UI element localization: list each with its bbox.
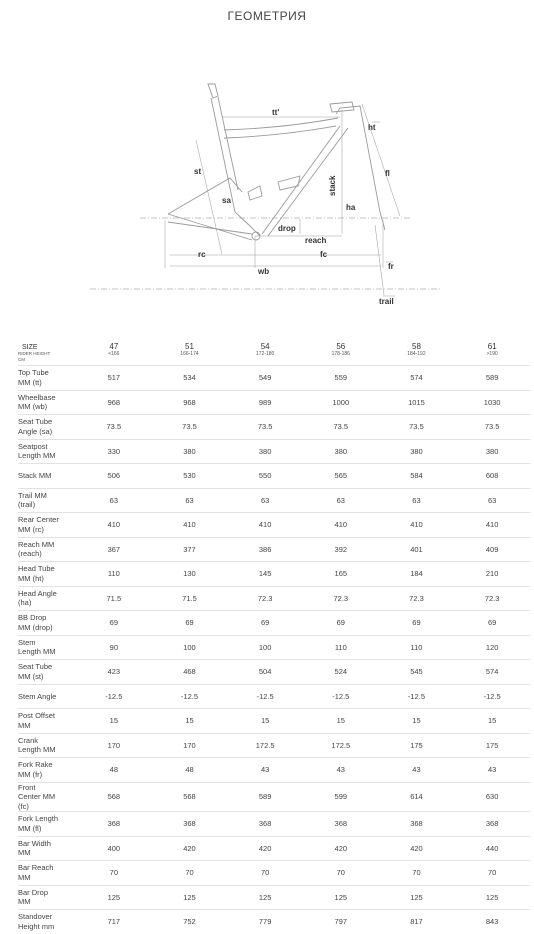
table-cell: 15: [336, 716, 345, 726]
height-cell: 166-174: [180, 351, 199, 357]
table-cell: 70: [185, 868, 194, 878]
table-cell: 172.5: [255, 740, 275, 750]
table-cell: 63: [185, 495, 194, 505]
table-cell: 125: [334, 892, 348, 902]
table-cell: 968: [107, 397, 121, 407]
table-cell: 420: [334, 843, 348, 853]
row-label-line: Seat Tube: [18, 417, 53, 427]
label-tt: tt': [272, 108, 280, 117]
label-stack: stack: [328, 175, 337, 196]
row-label: [18, 709, 76, 734]
row-label-line: Length MM: [18, 451, 56, 461]
table-cell: 69: [487, 618, 497, 628]
table-cell: 401: [410, 544, 423, 554]
table-cell: -12.5: [105, 691, 123, 701]
size-cell: 54: [260, 342, 270, 351]
table-cell: 125: [107, 892, 121, 902]
row-label-line: MM (drop): [18, 622, 53, 632]
row-label-line: MM (fl): [18, 823, 42, 833]
row-label-line: (fc): [18, 801, 29, 811]
table-cell: 70: [412, 868, 421, 878]
table-cell: 63: [336, 495, 345, 505]
table-cell: 409: [485, 544, 499, 554]
height-cell: 172-180: [255, 351, 275, 357]
row-label: [18, 885, 76, 910]
row-label-line: MM (rc): [18, 524, 44, 534]
table-cell: 63: [487, 495, 497, 505]
label-fl: fl: [385, 169, 390, 178]
table-cell: 752: [183, 917, 196, 927]
table-cell: 410: [183, 520, 196, 530]
table-cell: 368: [485, 819, 499, 829]
row-label-line: Height mm: [18, 921, 55, 931]
row-label-line: MM: [18, 848, 31, 858]
table-cell: 380: [485, 446, 499, 456]
row-label-line: Bar Drop: [18, 887, 49, 897]
table-cell: 368: [258, 819, 272, 829]
row-label-line: Top Tube: [18, 368, 49, 378]
row-label-line: MM (st): [18, 671, 44, 681]
table-cell: 368: [410, 819, 423, 829]
table-row: [18, 709, 530, 734]
row-label: [18, 910, 76, 934]
row-label-line: Post Offset: [18, 711, 55, 721]
table-cell: 400: [107, 843, 121, 853]
table-cell: 568: [107, 792, 121, 802]
table-cell: 70: [336, 868, 345, 878]
row-label-line: MM (tt): [18, 377, 42, 387]
row-label-line: Center MM: [18, 792, 56, 801]
table-row: [18, 782, 530, 812]
table-cell: 43: [487, 765, 497, 775]
label-st: st: [194, 167, 202, 176]
row-label-line: Fork Length: [18, 814, 59, 824]
table-cell: 330: [107, 446, 121, 456]
size-cell: 58: [412, 342, 421, 351]
table-row: [18, 733, 530, 758]
rider-height-label-line1: RIDER HEIGHT: [18, 351, 51, 356]
table-cell: 549: [258, 373, 272, 383]
table-cell: 125: [485, 892, 499, 902]
table-cell: 170: [183, 740, 196, 750]
reference-lines: [90, 218, 440, 289]
table-cell: 1000: [332, 397, 350, 407]
table-cell: 843: [485, 917, 499, 927]
label-drop: drop: [278, 224, 296, 233]
row-label: [18, 782, 76, 812]
row-label: [18, 836, 76, 861]
row-label-line: Seatpost: [18, 441, 48, 451]
row-label-line: Bar Reach: [18, 863, 54, 873]
table-cell: 69: [185, 618, 194, 628]
row-label-line: MM: [18, 720, 31, 730]
table-cell: 1030: [483, 397, 501, 407]
table-cell: 420: [183, 843, 196, 853]
table-cell: 72.3: [409, 593, 424, 603]
table-row: [18, 464, 530, 489]
table-cell: 420: [410, 843, 423, 853]
table-row: [18, 488, 530, 513]
table-row: [18, 812, 530, 837]
row-label-line: Head Tube: [18, 564, 55, 574]
row-label: [18, 586, 76, 611]
table-cell: 175: [485, 740, 499, 750]
table-cell: 377: [183, 544, 196, 554]
table-cell: 506: [107, 471, 121, 481]
table-cell: 43: [336, 765, 345, 775]
row-label-line: Standover: [18, 912, 53, 922]
table-cell: 72.3: [257, 593, 273, 603]
table-row: [18, 439, 530, 464]
table-row: [18, 684, 530, 709]
row-label: [18, 464, 76, 489]
table-cell: 48: [185, 765, 194, 775]
row-label-line: BB Drop: [18, 613, 47, 623]
row-label-line: Crank: [18, 735, 39, 745]
table-cell: 110: [410, 642, 423, 652]
table-cell: 589: [258, 792, 272, 802]
table-cell: 73.5: [257, 422, 273, 432]
row-label: [18, 415, 76, 440]
table-cell: 70: [260, 868, 270, 878]
table-cell: 15: [109, 716, 118, 726]
table-cell: 410: [485, 520, 499, 530]
label-ha: ha: [346, 203, 356, 212]
table-cell: 380: [410, 446, 423, 456]
row-label-line: (ha): [18, 598, 32, 608]
table-cell: 568: [183, 792, 196, 802]
row-label: [18, 488, 76, 513]
row-label: [18, 537, 76, 562]
table-cell: 63: [260, 495, 270, 505]
table-cell: 380: [258, 446, 272, 456]
table-cell: 110: [107, 569, 120, 579]
table-cell: 69: [336, 618, 345, 628]
table-cell: 584: [410, 471, 423, 481]
table-cell: 565: [334, 471, 348, 481]
row-label-line: (trail): [18, 500, 36, 510]
table-cell: 63: [412, 495, 421, 505]
table-cell: 71.5: [106, 593, 122, 603]
rider-height-label: [18, 351, 76, 366]
table-cell: 71.5: [182, 593, 197, 603]
table-row: [18, 910, 530, 934]
table-row: [18, 586, 530, 611]
table-cell: 420: [258, 843, 272, 853]
row-label: [18, 390, 76, 415]
table-cell: 125: [410, 892, 423, 902]
size-label: SIZE: [22, 344, 38, 351]
table-cell: 15: [185, 716, 194, 726]
geometry-table-body: [18, 366, 530, 934]
row-label-line: Rear Center: [18, 515, 59, 525]
table-cell: 100: [258, 642, 272, 652]
size-cell: 47: [109, 342, 119, 351]
table-cell: 386: [258, 544, 272, 554]
table-cell: 125: [258, 892, 272, 902]
table-cell: 530: [183, 471, 196, 481]
table-cell: 73.5: [106, 422, 122, 432]
label-trail: trail: [379, 297, 394, 306]
table-row: [18, 861, 530, 886]
label-sa: sa: [222, 196, 231, 205]
row-label-line: Stem: [18, 637, 36, 647]
table-row: [18, 513, 530, 538]
table-cell: 534: [183, 373, 196, 383]
table-cell: 1015: [408, 397, 425, 407]
table-row: [18, 660, 530, 685]
height-cell: >190: [486, 351, 498, 357]
page-title: ГЕОМЕТРИЯ: [227, 9, 307, 23]
table-cell: 368: [334, 819, 348, 829]
table-cell: 599: [334, 792, 348, 802]
table-cell: -12.5: [180, 691, 199, 701]
rider-height-row: [18, 351, 530, 366]
table-cell: -12.5: [256, 691, 274, 701]
table-row: [18, 366, 530, 391]
table-row: [18, 758, 530, 783]
table-cell: 69: [260, 618, 270, 628]
table-cell: 69: [412, 618, 421, 628]
table-cell: 517: [107, 373, 121, 383]
table-cell: 210: [485, 569, 499, 579]
table-cell: 15: [260, 716, 270, 726]
frame-geometry-diagram: [0, 0, 534, 320]
table-cell: 145: [258, 569, 272, 579]
row-label-line: Wheelbase: [18, 392, 56, 402]
table-cell: 70: [487, 868, 497, 878]
row-label-line: Length MM: [18, 647, 56, 657]
row-label: [18, 611, 76, 636]
table-cell: 73.5: [484, 422, 500, 432]
height-cell: 184-192: [407, 351, 426, 357]
table-cell: 614: [410, 792, 423, 802]
label-fc: fc: [320, 250, 328, 259]
row-label: [18, 861, 76, 886]
table-cell: 574: [485, 667, 499, 677]
row-label-line: Fork Rake: [18, 760, 53, 770]
table-cell: 15: [412, 716, 421, 726]
table-cell: 72.3: [484, 593, 500, 603]
row-label-line: Angle (sa): [18, 426, 53, 436]
size-cell: 51: [185, 342, 194, 351]
table-cell: 545: [410, 667, 423, 677]
row-label-line: MM (fr): [18, 769, 43, 779]
row-label-line: Bar Width: [18, 838, 51, 848]
row-label-line: Trail MM: [18, 490, 47, 500]
table-cell: 468: [183, 667, 196, 677]
row-label: [18, 733, 76, 758]
label-rc: rc: [198, 250, 206, 259]
table-cell: 110: [334, 642, 347, 652]
table-cell: 968: [183, 397, 196, 407]
table-cell: 589: [485, 373, 499, 383]
row-label-line: (reach): [18, 549, 42, 559]
table-row: [18, 562, 530, 587]
table-row: [18, 836, 530, 861]
table-cell: 392: [334, 544, 348, 554]
table-cell: 574: [410, 373, 423, 383]
row-label-line: Seat Tube: [18, 662, 53, 672]
table-cell: 410: [410, 520, 423, 530]
row-label: [18, 660, 76, 685]
table-cell: -12.5: [407, 691, 425, 701]
table-cell: 175: [410, 740, 423, 750]
table-cell: 817: [410, 917, 423, 927]
table-cell: 72.3: [333, 593, 349, 603]
table-cell: 440: [485, 843, 499, 853]
table-cell: 48: [109, 765, 118, 775]
row-label-line: MM (wb): [18, 402, 48, 412]
row-label: [18, 513, 76, 538]
table-cell: 423: [107, 667, 121, 677]
row-label: [18, 758, 76, 783]
table-cell: 380: [183, 446, 196, 456]
table-cell: 559: [334, 373, 348, 383]
row-label: [18, 684, 76, 709]
table-cell: 380: [334, 446, 348, 456]
table-cell: 717: [107, 917, 121, 927]
table-cell: 779: [258, 917, 272, 927]
row-label: [18, 366, 76, 391]
table-cell: -12.5: [483, 691, 501, 701]
label-wb: wb: [258, 267, 270, 276]
table-cell: 73.5: [409, 422, 424, 432]
table-row: [18, 611, 530, 636]
table-cell: 368: [107, 819, 121, 829]
row-label-line: Front: [18, 782, 36, 792]
row-label-line: Stem Angle: [18, 691, 57, 701]
table-cell: 165: [334, 569, 348, 579]
label-ht: ht: [368, 123, 376, 132]
table-cell: 989: [258, 397, 272, 407]
label-reach: reach: [305, 236, 327, 245]
row-label: [18, 635, 76, 660]
table-cell: 410: [334, 520, 348, 530]
table-cell: 90: [109, 642, 118, 652]
table-cell: 63: [109, 495, 118, 505]
height-cell: 178-186: [331, 351, 350, 357]
rider-height-label-line2: CM: [18, 357, 25, 362]
table-cell: 550: [258, 471, 272, 481]
row-label-line: MM (ht): [18, 573, 44, 583]
table-row: [18, 885, 530, 910]
row-label-line: Length MM: [18, 745, 56, 755]
table-cell: 630: [485, 792, 499, 802]
table-cell: 120: [485, 642, 499, 652]
table-cell: 410: [107, 520, 121, 530]
table-cell: 43: [260, 765, 270, 775]
row-label-line: Stack MM: [18, 471, 52, 480]
table-row: [18, 390, 530, 415]
table-cell: 73.5: [182, 422, 197, 432]
row-label-line: Reach MM: [18, 539, 55, 549]
table-cell: 184: [410, 569, 423, 579]
table-cell: 69: [109, 618, 118, 628]
table-cell: 15: [487, 716, 497, 726]
table-cell: 608: [485, 471, 499, 481]
size-cell: 56: [336, 342, 346, 351]
geometry-table: [18, 337, 530, 934]
table-cell: 70: [109, 868, 118, 878]
table-cell: 797: [334, 917, 348, 927]
row-label-line: MM: [18, 897, 31, 907]
table-row: [18, 537, 530, 562]
row-label-line: Head Angle: [18, 588, 57, 598]
row-label: [18, 812, 76, 837]
table-row: [18, 635, 530, 660]
table-cell: 504: [258, 667, 272, 677]
table-cell: 170: [107, 740, 121, 750]
table-cell: 43: [412, 765, 421, 775]
height-cell: <166: [108, 351, 120, 357]
table-cell: 100: [183, 642, 196, 652]
table-cell: 367: [107, 544, 121, 554]
row-label: [18, 439, 76, 464]
size-cell: 61: [487, 342, 497, 351]
table-cell: 172.5: [331, 740, 351, 750]
table-cell: 410: [258, 520, 272, 530]
table-cell: 125: [183, 892, 196, 902]
size-header-row: [18, 337, 530, 351]
label-fr: fr: [388, 262, 394, 271]
table-cell: 524: [334, 667, 348, 677]
row-label: [18, 562, 76, 587]
table-row: [18, 415, 530, 440]
table-cell: 368: [183, 819, 196, 829]
table-cell: 73.5: [333, 422, 349, 432]
table-cell: 130: [183, 569, 196, 579]
row-label-line: MM: [18, 872, 31, 882]
table-cell: -12.5: [332, 691, 350, 701]
